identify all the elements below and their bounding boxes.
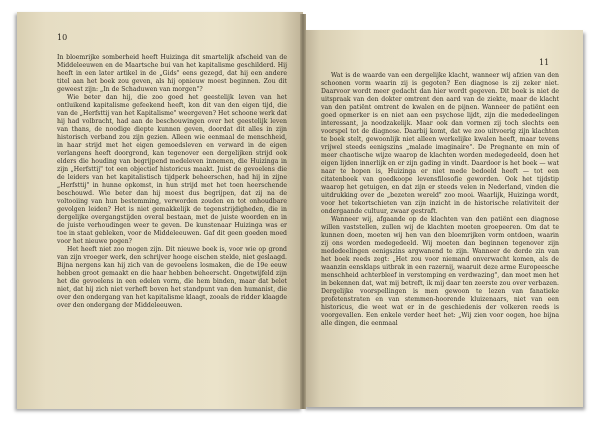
book-gutter <box>300 14 306 409</box>
left-page <box>17 12 303 409</box>
paragraph: Wie beter dan hij, die zoo goed het geestelijk leven van het ontluikend kapitalisme gefeekend heeft, kon dit van den eigen tijd, die van de „Herfsttij van het Kapitalisme" weergeven? Het schoone werk dat hij had volbracht, had aan de beschouwingen over het geestelijk leven van thans, de noodige diepte kunnen geven, doordat dit alles in zijn historisch verband zou zijn gezien. Alleen wie eenmaal de menschheid, in haar strijd met het eigen gemoedsleven en verward in de eigen verlangens heeft doorgrond, kan tegenover een dergelijken strijd ook elders die houding van begrijpend medeleven innemen, die Huizinga in zijn „Herfsttij" tot een objectief historicus maakt. Juist de gevoelens die de leiders van het kapitalistisch tijdperk beheerschen, had hij in zijne „Herfsttij" in hunne opkomst, in hun strijd met het toen heerschende beschouwd. Wie beter dan hij moest dus begrijpen, dat zij na de voltooiing van hun bestemming, verworden zouden en tot onhoudbare gevolgen leiden? Het is niet gemakkelijk de tegenstrijdigheden, die in dergelijke overgangstijden overal bestaan, met de juiste woorden en in de juiste verhoudingen weer te geven. De kunstenaar Huizinga was er toe in staat gebleken, voor de Middeleeuwen. Gaf dit geen goeden moed voor het nieuwe pogen? <box>57 94 287 245</box>
page-number-left: 10 <box>57 33 68 42</box>
page-number-right: 11 <box>539 58 550 67</box>
right-page-text <box>321 72 559 328</box>
paragraph: Wanneer wij, afgaande op de klachten van den patiënt een diagnose willen vaststellen, zullen wij de klachten moeten groepeeren. Om dat te kunnen doen, moeten wij hen van den bloemrijken vorm ontdoen, waarin zij ons worden medegedeeld. Wij moeten dan beginnen tegenover zijn mededeelingen eenigszins argwanend te zijn. Wanneer de derde zin van het boek reeds zegt: „Het zou voor niemand onverwacht komen, als de waanzin eensklaps uitbrak in een razernij, waaruit deze arme Europeesche menschheid achterbleef in verstomping en verdwazing", dan moet men het in bekennen dat, wat mij betreft, ik mij daar ten zeerste zou over verbazen. Dergelijke voorspellingen is men gewoon te lezen van fanatieke profetenstraten en van stemmen-hoorende kluizenaars, niet van een historicus, die weet wat er in de geschiedenis der volkeren reeds is voorgevallen. Een enkele verder heet het: „Wij zien voor oogen, hoe bijna alle dingen, die eenmaal <box>321 216 559 327</box>
right-page <box>303 30 583 407</box>
paragraph: In bloemrijke somberheid heeft Huizinga dit smartelijk afscheid van de Middeleeuwen en de Maartsche bui van het kapitalisme geschilderd. Hij heeft in een later artikel in de „Gids" eens gezegd, dat hij een andere titel aan het boek zou geven, als hij opnieuw moest beginnen. Zou dit geweest zijn: „In de Schaduwen van morgen"? <box>57 54 287 93</box>
paragraph: Het heeft niet zoo mogen zijn. Dit nieuwe boek is, voor wie op grond van zijn vroeger werk, den schrijver hooge eischen stelde, niet geslaagd. Bijna nergens kan hij zich van de gevoelens losmaken, die de 19e eeuw hebben groot gemaakt en die haar hebben beheerscht. Ongetwijfeld zijn het die gevoelens in een edelen vorm, die hem binden, maar dat belet niet, dat hij zich niet verheft boven het standpunt van den humanist, die over den ondergang van het kapitalisme klaagt, zooals de ridder klaagde over den ondergang der Middeleeuwen. <box>57 246 287 309</box>
paragraph: Wat is de waarde van een dergelijke klacht, wanneer wij afzien van den schoonen vorm waarin zij is gegoten? Een diagnose is zij zeker niet. Daarvoor wordt meer gedacht dan hier wordt gegeven. Dit boek is niet de uitspraak van den dokter omtrent den aard van de ziekte, maar de klacht van den patiënt omtrent de kwalen en de pijnen. Wanneer de patiënt een goed opmerker is en niet aan een psychose lijdt, zijn die mededeelingen interessant, ja noodzakelijk. Maar ook dan vormen zij toch slechts een voorspel tot de diagnose. Daarbij komt, dat we zoo uitvoerig zijn klachten te boek stelt, gewoonlijk niet alleen werkelijke kwalen heeft, maar tevens vrijwel steeds eenigszins „malade imaginaire". De Pregnante en min of meer chaotische wijze waarop de klachten worden medegedeeld, doen het eigen lijden innerlijk en er zijn gading in vindt. Daardoor is het boek — wat naar te hopen is, Huizinga er niet mede bedoeld heeft — tot een citatenboek van goedkoope levensfilosofie geworden. Ook het tijdstip waarop het getuigen, en dat zijn er steeds velen in Nederland, vinden die uitdrukking over de „bezeten wereld" zoo mooi. Waarlijk, Huizinga wordt, voor het tekortschieten van zijn inzicht in de historische relativiteit der ondergaande cultuur, zwaar gestraft. <box>321 72 559 215</box>
left-page-text <box>57 54 287 310</box>
